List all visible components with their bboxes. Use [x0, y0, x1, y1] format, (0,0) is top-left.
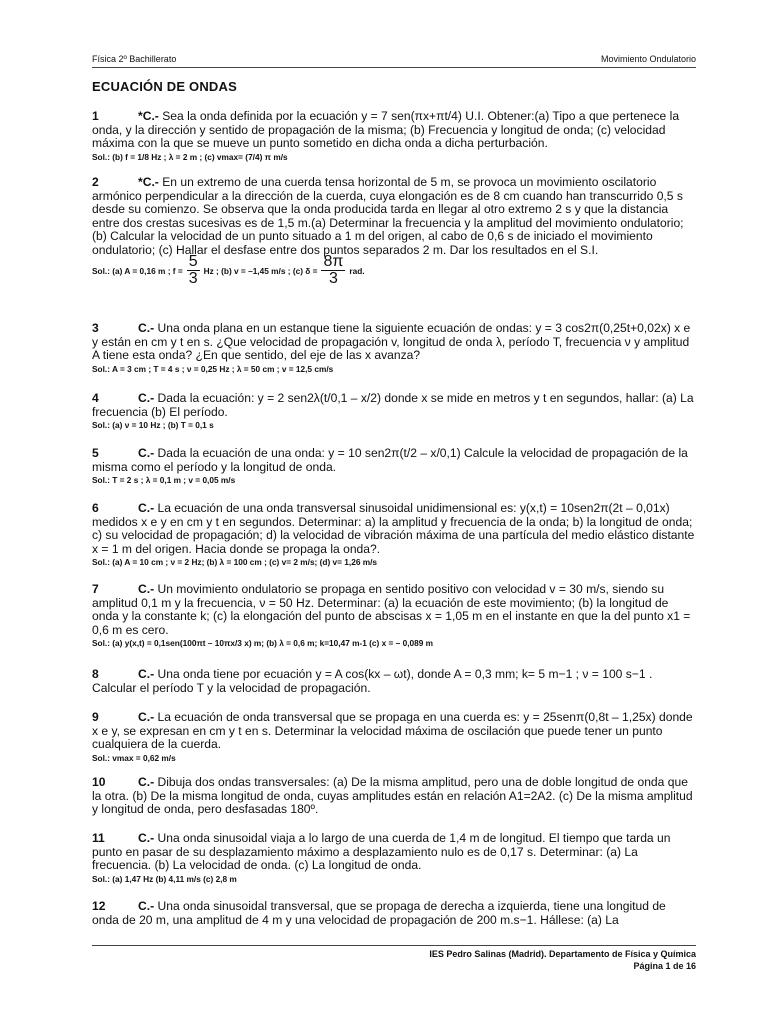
problem-label: C.- — [138, 321, 155, 335]
problem-number: 8 — [92, 667, 99, 681]
problem-number: 9 — [92, 710, 99, 724]
footer-school: IES Pedro Salinas (Madrid). Departamento de Física y Química — [429, 949, 696, 959]
problem-label: *C.- — [138, 175, 159, 189]
problem-9 — [92, 711, 696, 763]
problem-text: En un extremo de una cuerda tensa horizontal de 5 m, se provoca un movimiento oscilatorio armónico perpendicular a la dirección de la cuerda, cuya elongación es de 8 cm cuando han transcurrido 0,5 s desde su comienzo. Se observa que la onda producida tarda en llegar al otro extremo 2 s y que la distancia entre dos crestas sucesivas es de 1,5 m.(a) Determinar la frecuencia y la amplitud del movimiento ondulatorio; (b) Calcular la velocidad de un punto situado a 1 m del origen, al cabo de 0,6 s de iniciado el movimiento ondulatorio; (c) Hallar el desfase entre dos puntos separados 2 m. Dar los resultados en el S.I. — [92, 175, 684, 257]
solution-part-a: Sol.: (a) A = 0,16 m ; f = — [92, 265, 183, 276]
problem-text: Un movimiento ondulatorio se propaga en sentido positivo con velocidad v = 30 m/s, siendo su amplitud 0,1 m y la frecuencia, ν = 50 Hz. Determinar: (a) la ecuación de este movimiento; (b) la longitud de onda y la constante k; (c) la elongación del punto de abscisas x = 1,05 m en el instante en que la del punto x1 = 0,6 m es cero. — [92, 582, 691, 637]
problem-solution: Sol.: (b) f = 1/8 Hz ; λ = 2 m ; (c) vmax= (7/4) π m/s — [92, 151, 288, 162]
page-footer — [429, 948, 696, 972]
problem-text: Dada la ecuación de una onda: y = 10 sen2π(t/2 – x/0,1) Calcule la velocidad de propagación de la misma como el período y la longitud de onda. — [92, 446, 688, 474]
section-title: ECUACIÓN DE ONDAS — [92, 79, 237, 94]
problem-12 — [92, 900, 696, 927]
problem-1 — [92, 110, 696, 162]
fraction-denominator: 3 — [328, 270, 338, 288]
page-header — [92, 54, 696, 68]
problem-text: Dada la ecuación: y = 2 sen2λ(t/0,1 – x/2) donde x se mide en metros y t en segundos, hallar: (a) La frecuencia (b) El período. — [92, 391, 694, 419]
problem-text: Sea la onda definida por la ecuación y = 7 sen(πx+πt/4) U.I. Obtener:(a) Tipo a que pertenece la onda, y la dirección y sentido de propagación de la misma; (b) Frecuencia y longitud de onda; (c) velocidad máxima con la que se mueve un punto sometido en dicha onda a dicha perturbación. — [92, 109, 680, 151]
problem-text: Dibuja dos ondas transversales: (a) De la misma amplitud, pero una de doble longitud de onda que la otra. (b) De la misma longitud de onda, cuyas amplitudes están en relación A1=2A2. (c) De la misma amplitud y longitud de onda, pero desfasadas 180º. — [92, 775, 693, 817]
problem-text: Una onda tiene por ecuación y = A cos(kx – ωt), donde A = 0,3 mm; k= 5 m−1 ; ν = 100 s−1 . Calcular el período T y la velocidad de propagación. — [92, 667, 653, 695]
problem-label: C.- — [138, 667, 155, 681]
problem-number: 1 — [92, 109, 99, 123]
problem-solution: Sol.: vmax = 0,62 m/s — [92, 752, 176, 763]
header-course: Física 2º Bachillerato — [92, 54, 177, 64]
problem-label: C.- — [138, 582, 155, 596]
solution-part-b: Hz ; (b) v = –1,45 m/s ; (c) δ = — [203, 265, 318, 276]
solution-part-c: rad. — [349, 265, 365, 276]
problem-number: 6 — [92, 501, 99, 515]
problem-number: 5 — [92, 446, 99, 460]
problem-number: 10 — [92, 775, 106, 789]
problem-label: C.- — [138, 899, 155, 913]
fraction-denominator: 3 — [188, 270, 198, 288]
problem-11 — [92, 832, 696, 884]
problem-number: 12 — [92, 899, 106, 913]
problem-solution: Sol.: A = 3 cm ; T = 4 s ; ν = 0,25 Hz ; λ = 50 cm ; v = 12,5 cm/s — [92, 363, 334, 374]
problem-text: Una onda plana en un estanque tiene la siguiente ecuación de ondas: y = 3 cos2π(0,25t+0,02x) x e y están en cm y t en s. ¿Que velocidad de propagación v, longitud de onda λ, período T, frecuencia ν y amplitud A tiene esta onda? ¿En que sentido, del eje de las x avanza? — [92, 321, 691, 363]
problem-solution: Sol.: (a) y(x,t) = 0,1sen(100πt – 10πx/3 x) m; (b) λ = 0,6 m; k=10,47 m-1 (c) x = – 0,089 m — [92, 638, 434, 649]
problem-number: 11 — [92, 831, 105, 845]
problem-number: 7 — [92, 582, 99, 596]
fraction-numerator: 5 — [188, 253, 198, 271]
problem-number: 3 — [92, 321, 99, 335]
problem-solution: Sol.: (a) A = 10 cm ; ν = 2 Hz; (b) λ = 100 cm ; (c) v= 2 m/s; (d) v= 1,26 m/s — [92, 557, 378, 568]
problem-text: Una onda sinusoidal transversal, que se propaga de derecha a izquierda, tiene una longitud de onda de 20 m, una amplitud de 4 m y una velocidad de propagación de 200 m.s−1. Hállese: (a) La — [92, 899, 666, 927]
problem-label: *C.- — [138, 109, 159, 123]
problem-number: 4 — [92, 391, 99, 405]
problem-4 — [92, 392, 696, 430]
problem-text: La ecuación de onda transversal que se propaga en una cuerda es: y = 25senπ(0,8t – 1,25x) donde x e y, se expresan en cm y t en s. Determinar la velocidad máxima de oscilación que puede tener un punto cualquiera de la cuerda. — [92, 710, 693, 752]
problem-solution: Sol.: T = 2 s ; λ = 0,1 m ; v = 0,05 m/s — [92, 475, 236, 486]
problem-label: C.- — [138, 446, 155, 460]
problem-label: C.- — [138, 710, 155, 724]
problem-text: La ecuación de una onda transversal sinusoidal unidimensional es: y(x,t) = 10sen2π(2t – 0,01x) medidos x e y en cm y t en segundos. Determinar: a) la amplitud y frecuencia de la onda; b) la longitud de onda; c) su velocidad de propagación; d) la velocidad de vibración máxima de una partícula del medio elástico distante x = 1 m del origen. Hacia donde se propaga la onda?. — [92, 501, 695, 556]
problem-solution: Sol.: (a) ν = 10 Hz ; (b) T = 0,1 s — [92, 420, 214, 431]
problem-label: C.- — [138, 501, 155, 515]
problem-6 — [92, 502, 696, 567]
phase-fraction — [321, 254, 345, 287]
problem-7 — [92, 583, 696, 648]
problem-5 — [92, 447, 696, 485]
frequency-fraction — [187, 254, 200, 287]
problem-solution: Sol.: (a) 1,47 Hz (b) 4,11 m/s (c) 2,8 m — [92, 873, 237, 884]
problem-number: 2 — [92, 175, 99, 189]
problem-label: C.- — [138, 391, 155, 405]
problem-8 — [92, 668, 696, 695]
problem-10 — [92, 776, 696, 817]
problem-text: Una onda sinusoidal viaja a lo largo de una cuerda de 1,4 m de longitud. El tiempo que tarda un punto en pasar de su desplazamiento máximo a desplazamiento nulo es de 0,17 s. Determinar: (a) La frecuencia. (b) La velocidad de onda. (c) La longitud de onda. — [92, 831, 671, 873]
problem-2 — [92, 175, 696, 288]
footer-page-number: Página 1 de 16 — [633, 961, 696, 971]
problem-label: C.- — [138, 831, 155, 845]
problem-label: C.- — [138, 775, 155, 789]
footer-divider — [92, 945, 696, 946]
problem-solution — [92, 253, 696, 288]
fraction-numerator: 8π — [323, 253, 344, 271]
header-topic: Movimiento Ondulatorio — [600, 54, 696, 64]
problem-3 — [92, 322, 696, 374]
